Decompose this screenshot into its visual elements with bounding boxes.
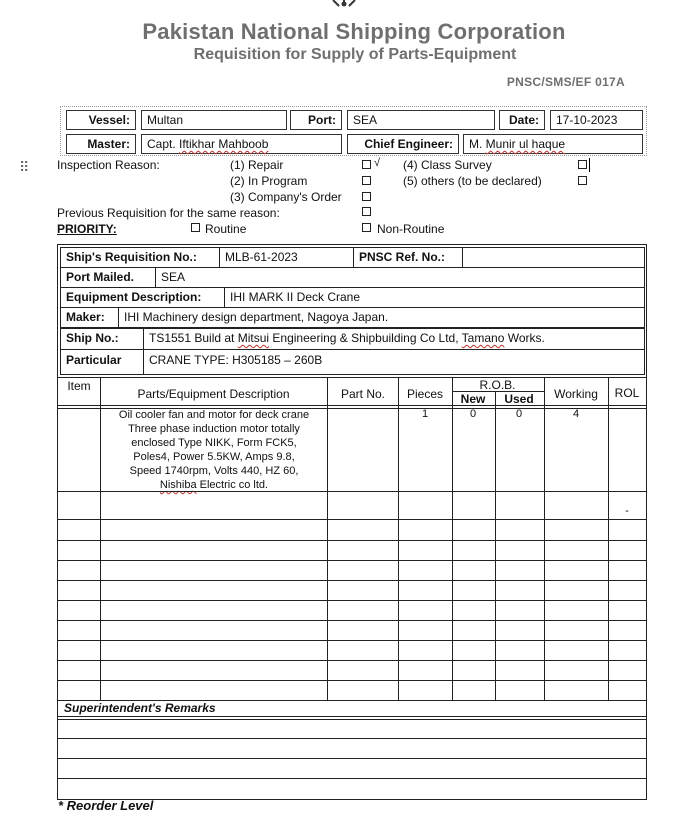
port-mailed-field[interactable]: SEA bbox=[155, 267, 645, 288]
reason-company-order-label: (3) Company's Order bbox=[230, 190, 342, 204]
table-row-line bbox=[57, 660, 647, 661]
master-label: Master: bbox=[66, 134, 136, 154]
column-divider bbox=[100, 377, 101, 700]
port-field[interactable]: SEA bbox=[347, 110, 495, 130]
rob-new-value: 0 bbox=[469, 408, 477, 420]
form-code: PNSC/SMS/EF 017A bbox=[506, 75, 625, 89]
column-divider bbox=[608, 377, 609, 700]
rob-divider bbox=[452, 391, 544, 392]
column-divider bbox=[544, 377, 545, 700]
description-line: Poles4, Power 5.5KW, Amps 9.8, bbox=[133, 451, 295, 463]
port-label: Port: bbox=[290, 110, 342, 130]
ship-no-label: Ship No.: bbox=[60, 328, 144, 350]
reason-class-survey-checkbox[interactable] bbox=[578, 160, 587, 169]
reason-in-program-checkbox[interactable] bbox=[362, 176, 371, 185]
table-row-line bbox=[57, 519, 647, 520]
column-header-pieces: Pieces bbox=[406, 387, 444, 401]
chief-engineer-field[interactable] bbox=[463, 134, 643, 154]
checkmark-icon: √ bbox=[374, 157, 381, 169]
column-header-item: Item bbox=[67, 379, 91, 393]
reason-company-order-checkbox[interactable] bbox=[362, 192, 371, 201]
ship-no-text-c: Works. bbox=[504, 331, 545, 345]
date-label: Date: bbox=[499, 110, 545, 130]
remarks-line bbox=[57, 716, 647, 717]
table-row-line bbox=[57, 491, 647, 492]
routine-checkbox[interactable] bbox=[191, 223, 200, 232]
chief-engineer-name: Munir ul haque bbox=[485, 137, 566, 151]
priority-label: PRIORITY: bbox=[57, 222, 117, 236]
port-mailed-label: Port Mailed. bbox=[60, 267, 156, 288]
pnsc-ref-label: PNSC Ref. No.: bbox=[353, 247, 463, 268]
table-divider bbox=[57, 377, 647, 378]
table-row-line bbox=[57, 540, 647, 541]
superintendent-remarks-label: Superintendent's Remarks bbox=[64, 701, 216, 715]
maker-label: Maker: bbox=[60, 307, 119, 328]
column-header-rol: ROL bbox=[614, 386, 640, 400]
non-routine-checkbox[interactable] bbox=[362, 223, 371, 232]
text-cursor bbox=[589, 158, 590, 172]
table-header-bottom bbox=[57, 405, 647, 406]
master-name: Iftikhar Mahboob bbox=[179, 137, 269, 151]
date-field[interactable]: 17-10-2023 bbox=[550, 110, 643, 130]
column-header-rob: R.O.B. bbox=[479, 378, 516, 392]
ship-no-field[interactable] bbox=[143, 328, 645, 350]
non-routine-label: Non-Routine bbox=[377, 222, 445, 236]
pnsc-ref-field[interactable] bbox=[462, 247, 645, 268]
column-divider bbox=[495, 391, 496, 700]
reason-others-label: (5) others (to be declared) bbox=[403, 174, 542, 188]
table-row-description bbox=[103, 408, 325, 492]
pieces-value: 1 bbox=[421, 408, 429, 420]
maker-field[interactable]: IHI Machinery design department, Nagoya Japan. bbox=[118, 307, 645, 328]
vessel-field[interactable]: Multan bbox=[141, 110, 287, 130]
vessel-label: Vessel: bbox=[66, 110, 136, 130]
particular-label: Particular bbox=[60, 349, 144, 375]
ship-wheel-icon bbox=[330, 0, 358, 8]
inspection-reason-label: Inspection Reason: bbox=[57, 158, 160, 172]
table-row-line bbox=[57, 640, 647, 641]
equipment-description-field[interactable]: IHI MARK II Deck Crane bbox=[224, 287, 645, 308]
ship-no-tamano: Tamano bbox=[461, 331, 505, 345]
master-field[interactable] bbox=[141, 134, 342, 154]
table-row-line bbox=[57, 600, 647, 601]
chief-engineer-label: Chief Engineer: bbox=[347, 134, 459, 154]
column-header-working: Working bbox=[554, 387, 598, 401]
column-header-rob-used: Used bbox=[504, 392, 534, 406]
table-row-line bbox=[57, 560, 647, 561]
remarks-line bbox=[57, 719, 647, 720]
reason-repair-label: (1) Repair bbox=[230, 158, 284, 172]
table-row-line bbox=[57, 680, 647, 681]
particular-field[interactable]: CRANE TYPE: H305185 – 260B bbox=[143, 349, 645, 375]
column-header-rob-new: New bbox=[460, 392, 486, 406]
column-divider bbox=[327, 377, 328, 700]
routine-label: Routine bbox=[205, 222, 247, 236]
column-header-part-no: Part No. bbox=[340, 387, 385, 401]
drag-handle-icon[interactable]: ⠿ bbox=[19, 159, 29, 175]
column-divider bbox=[452, 377, 453, 700]
organization-title: Pakistan National Shipping Corporation bbox=[142, 19, 566, 44]
ship-no-text-a: TS1551 Build at bbox=[149, 331, 238, 345]
description-line bbox=[103, 478, 325, 492]
previous-requisition-checkbox[interactable] bbox=[362, 207, 371, 216]
reason-others-checkbox[interactable] bbox=[578, 176, 587, 185]
req-no-field[interactable]: MLB-61-2023 bbox=[219, 247, 354, 268]
maker-suffix: Electric co ltd. bbox=[196, 479, 269, 491]
previous-requisition-label: Previous Requisition for the same reason: bbox=[57, 206, 280, 220]
remarks-line bbox=[57, 758, 647, 759]
table-row-line bbox=[57, 580, 647, 581]
ship-no-mitsui: Mitsui bbox=[237, 331, 270, 345]
ship-no-text-b: Engineering & Shipbuilding Co Ltd, bbox=[269, 331, 462, 345]
description-line: Three phase induction motor totally bbox=[128, 423, 300, 435]
chief-engineer-prefix: M. bbox=[469, 137, 486, 151]
description-line: Speed 1740rpm, Volts 440, HZ 60, bbox=[129, 465, 299, 477]
rob-used-value: 0 bbox=[515, 408, 523, 420]
column-header-description: Parts/Equipment Description bbox=[137, 387, 290, 401]
reason-in-program-label: (2) In Program bbox=[230, 174, 308, 188]
master-prefix: Capt. bbox=[147, 137, 180, 151]
req-no-label: Ship's Requisition No.: bbox=[60, 247, 220, 268]
column-divider bbox=[398, 377, 399, 700]
remarks-line bbox=[57, 778, 647, 779]
table-row-line bbox=[57, 620, 647, 621]
maker-name: Nishiba bbox=[159, 479, 197, 491]
reason-class-survey-label: (4) Class Survey bbox=[403, 158, 492, 172]
description-line: Oil cooler fan and motor for deck crane bbox=[118, 409, 310, 421]
rol-value: - bbox=[625, 505, 629, 517]
remarks-line bbox=[57, 738, 647, 739]
description-line: enclosed Type NIKK, Form FCK5, bbox=[131, 437, 297, 449]
working-value: 4 bbox=[572, 408, 580, 420]
reorder-level-footnote: * Reorder Level bbox=[58, 798, 154, 813]
form-title: Requisition for Supply of Parts-Equipment bbox=[193, 46, 517, 63]
equipment-description-label: Equipment Description: bbox=[60, 287, 225, 308]
reason-repair-checkbox[interactable] bbox=[362, 160, 371, 169]
